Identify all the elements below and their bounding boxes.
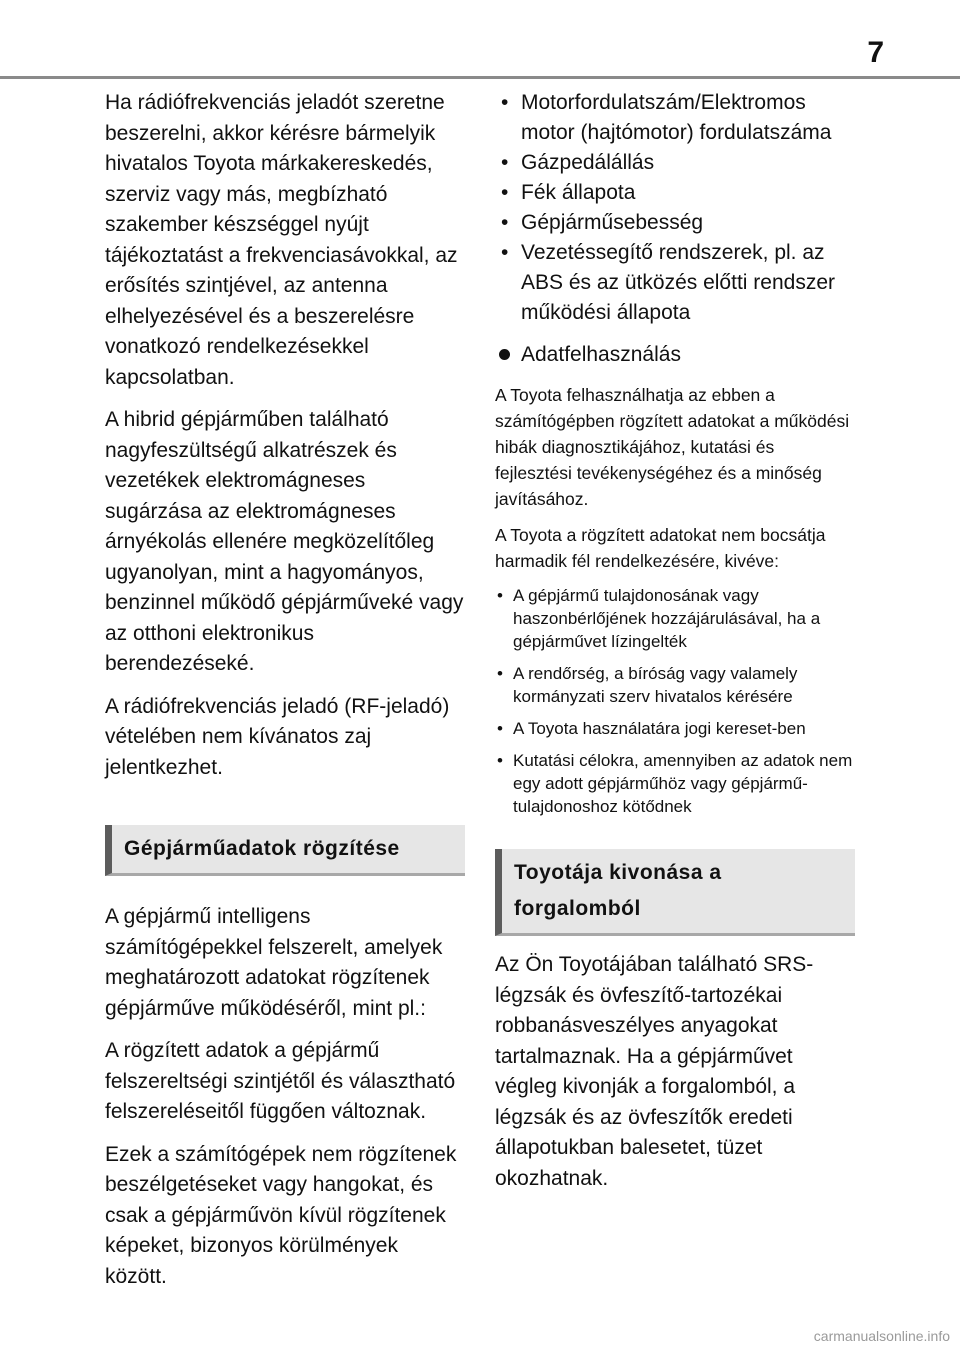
left-column: [105, 88, 465, 1304]
list-item: • Gépjárműsebesség: [495, 208, 855, 238]
list-item: • A rendőrség, a bíróság vagy valamely kormányzati szerv hivatalos kérésére: [495, 662, 855, 708]
list-item: • Fék állapota: [495, 178, 855, 208]
list-item: • Kutatási célokra, amennyiben az adatok nem egy adott gépjárműhöz vagy gépjármű-tulajdonoshoz kötődnek: [495, 749, 855, 818]
computers-paragraph: A gépjármű intelligens számítógépekkel felszerelt, amelyek meghatározott adatokat rögzítenek gépjárműve működéséről, mint pl.:: [105, 905, 443, 1020]
list-item: • Vezetéssegítő rendszerek, pl. az ABS és az ütközés előtti rendszer működési állapota: [495, 238, 855, 328]
intro-paragraph: Ha rádiófrekvenciás jeladót szeretne beszerelni, akkor kérésre bármelyik hivatalos Toyota márkakereskedés, szerviz vagy más, megbízható szakember készséggel nyújt tájékoztatást a frekvenciasávokkal, az erősítés szintjével, az antenna elhelyezésével és a beszerelésre vonatkozó rendelkezésekkel kapcsolatban.: [105, 91, 458, 389]
subheading-label: Adatfelhasználás: [521, 343, 681, 366]
no-audio-paragraph: Ezek a számítógépek nem rögzítenek beszélgetéseket vagy hangokat, és csak a gépjárművön kívül rögzítenek képeket, bizonyos körülmények között.: [105, 1142, 457, 1288]
subheading-data-use: [495, 340, 855, 370]
data-use-paragraph: A Toyota felhasználhatja az ebben a számítógépben rögzített adatokat a működési hibák diagnosztikájához, kutatási és fejlesztési tevékenységéhez és a minőség javításához.: [495, 385, 850, 509]
header-divider: [0, 76, 960, 79]
watermark-text: carmanualsonline.info: [813, 1328, 950, 1344]
noise-paragraph: A rádiófrekvenciás jeladó (RF-jeladó) vételében nem kívánatos zaj jelentkezhet.: [105, 694, 450, 779]
disposal-paragraph: Az Ön Toyotájában található SRS-légzsák és övfeszítő-tartozékai robbanásveszélyes anyagokat tartalmaznak. Ha a gépjárművet végleg kivonják a forgalomból, a légzsák és az övfeszítők eredeti állapotukban balesetet, tüzet okozhatnak.: [495, 953, 814, 1190]
list-item: • A Toyota használatára jogi kereset-ben: [495, 717, 855, 740]
section-heading-data-recording: Gépjárműadatok rögzítése: [105, 825, 465, 876]
page-number: 7: [867, 36, 884, 69]
section-heading-disposal: Toyotája kivonása a forgalomból: [495, 849, 855, 936]
right-column: [495, 88, 855, 1206]
exceptions-list: [495, 584, 855, 818]
bullet-dot-icon: [499, 349, 510, 360]
recorded-data-list: [495, 88, 855, 328]
recorded-data-paragraph: A rögzített adatok a gépjármű felszereltségi szintjétől és választható felszereléseitől függően változnak.: [105, 1039, 456, 1123]
hybrid-paragraph: A hibrid gépjárműben található nagyfeszültségű alkatrészek és vezetékek elektromágneses sugárzása az elektromágneses árnyékolás ellenére megközelítőleg ugyanolyan, mint a hagyományos, benzinnel működő gépjárműveké vagy az otthoni elektronikus berendezéseké.: [105, 408, 464, 675]
list-item: • A gépjármű tulajdonosának vagy haszonbérlőjének hozzájárulásával, ha a gépjárművet lízingelték: [495, 584, 855, 653]
third-party-paragraph: A Toyota a rögzített adatokat nem bocsátja harmadik fél rendelkezésére, kivéve:: [495, 525, 826, 571]
list-item: • Motorfordulatszám/Elektromos motor (hajtómotor) fordulatszáma: [495, 88, 855, 148]
list-item: • Gázpedálállás: [495, 148, 855, 178]
